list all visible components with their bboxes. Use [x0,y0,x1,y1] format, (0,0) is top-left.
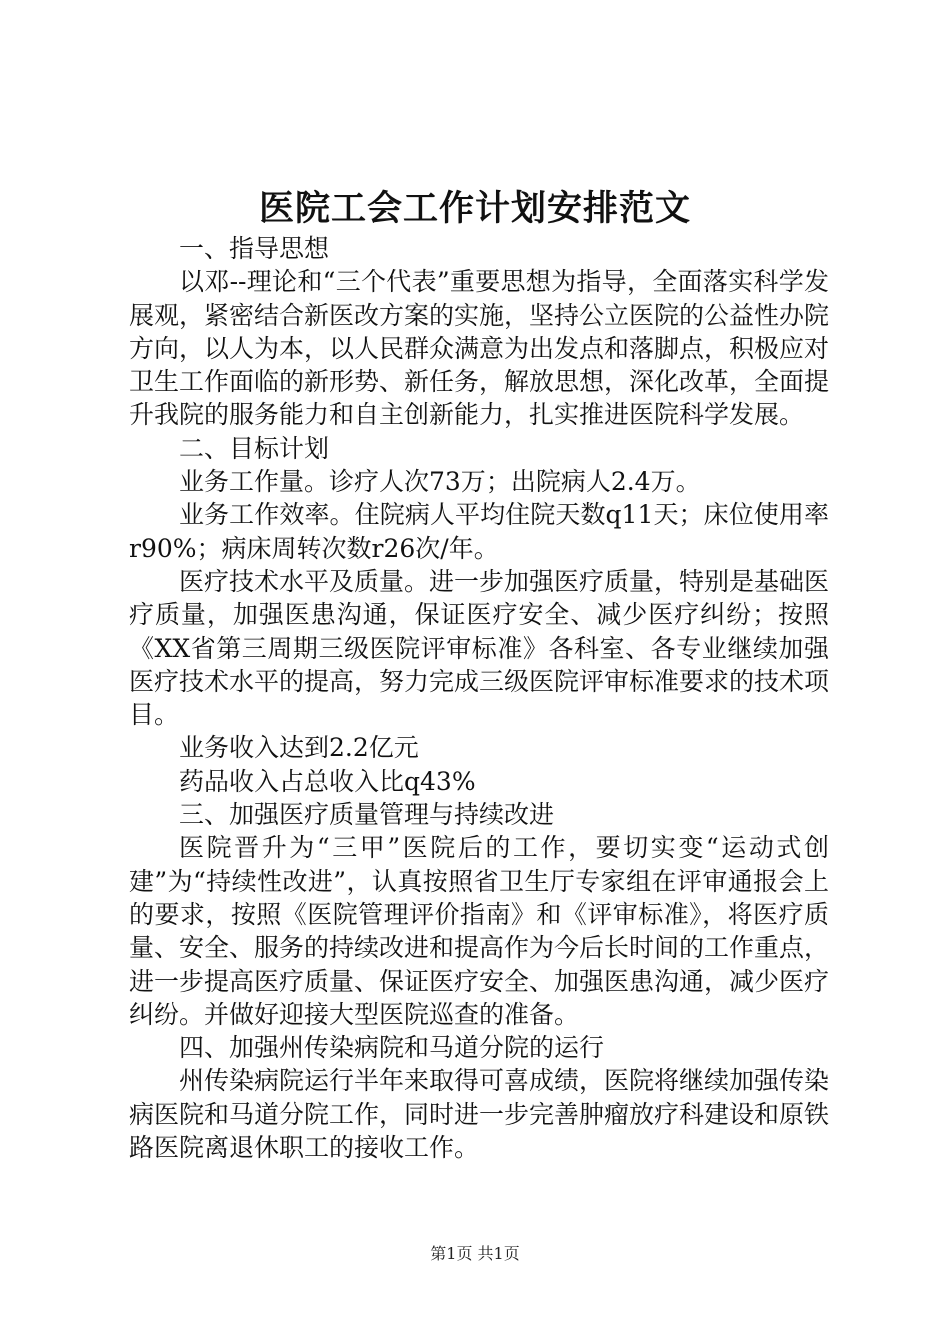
paragraph-drug-ratio: 药品收入占总收入比q43% [179,766,476,796]
paragraph-revenue: 业务收入达到2.2亿元 [179,733,419,763]
heading-target-plan: 二、目标计划 [179,433,330,463]
paragraph-quality-management: 医院晋升为“三甲”医院后的工作，要切实变“运动式创建”为“持续性改进”，认真按照省卫生厅专家组在评审通报会上的要求，按照《医院管理评价指南》和《评审标准》，将医疗质量、安全、服务的持续改进和提高作为今后长时间的工作重点，进一步提高医疗质量、保证医疗安全、加强医患沟通，减少医疗纠纷。并做好迎接大型医院巡查的准备。 [129,833,830,1029]
paragraph-guiding-ideology: 以邓--理论和“三个代表”重要思想为指导，全面落实科学发展观，紧密结合新医改方案的实施，坚持公立医院的公益性办院方向，以人为本，以人民群众满意为出发点和落脚点，积极应对卫生工作面临的新形势、新任务，解放思想，深化改革，全面提升我院的服务能力和自主创新能力，扎实推进医院科学发展。 [129,267,830,430]
paragraph-efficiency: 业务工作效率。住院病人平均住院天数q11天；床位使用率r90%；病床周转次数r26次/年。 [129,500,829,563]
paragraph-workload: 业务工作量。诊疗人次73万；出院病人2.4万。 [179,467,701,497]
page-footer: 第1页 共1页 [430,1244,520,1263]
heading-quality-management: 三、加强医疗质量管理与持续改进 [179,800,555,830]
heading-guiding-ideology: 一、指导思想 [179,234,330,263]
document-title: 医院工会工作计划安排范文 [258,188,691,229]
paragraph-medical-quality: 医疗技术水平及质量。进一步加强医疗质量，特别是基础医疗质量，加强医患沟通，保证医疗安全、减少医疗纠纷；按照《XX省第三周期三级医院评审标准》各科室、各专业继续加强医疗技术水平的提高，努力完成三级医院评审标准要求的技术项目。 [129,566,830,730]
heading-branch-operation: 四、加强州传染病院和马道分院的运行 [179,1033,605,1063]
document-body [129,232,829,1164]
paragraph-branch-operation: 州传染病院运行半年来取得可喜成绩，医院将继续加强传染病医院和马道分院工作，同时进一步完善肿瘤放疗科建设和原铁路医院离退休职工的接收工作。 [129,1066,830,1163]
